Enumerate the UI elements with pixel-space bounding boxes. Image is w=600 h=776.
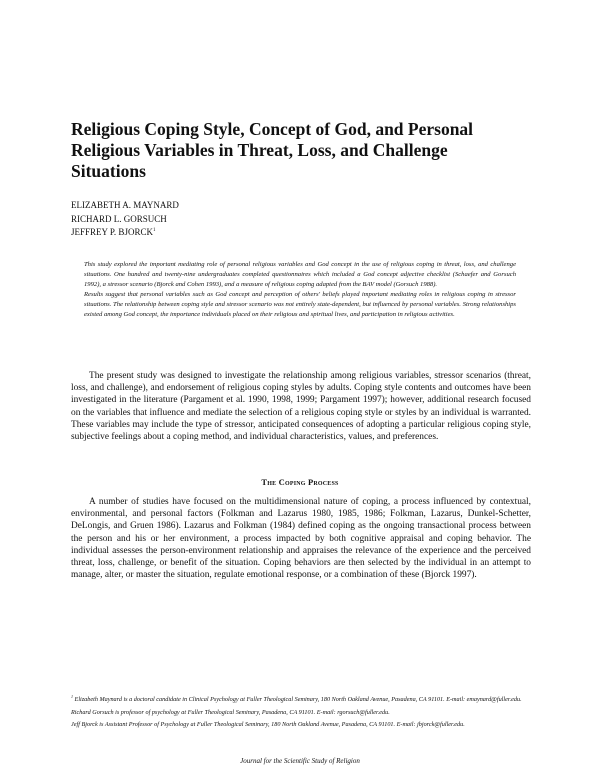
coping-paragraph: A number of studies have focused on the multidimensional nature of coping, a process influenced by contextual, environmental, and personal factors (Folkman and Lazarus 1980, 1985, 1986; Folkman, Lazarus, Dunkel-Schetter, DeLongis, and Gruen 1986). Lazarus and Folkman (1984) defined coping as the ongoing transactional process between the person and his or her environment, a process impacted by both cognitive appraisal and coping behavior. The individual assesses the person-environment relationship and appraises the relevance of the experience and the perceived threat, loss, challenge, or benefit of the situation. Coping behaviors are then selected by the individual in an attempt to manage, alter, or master the situation, regulate emotional response, or a combination of these (Bjorck 1997). [71, 497, 531, 581]
footnote: Richard Gorsuch is professor of psychology at Fuller Theological Seminary, Pasadena, CA 91101. E-mail: rgorsuch@fuller.edu. [71, 708, 390, 716]
author-name: ELIZABETH A. MAYNARD [71, 200, 179, 210]
intro-section [71, 370, 531, 443]
author-list [71, 198, 179, 239]
footnote: $^1$ Elizabeth Maynard is a doctoral candidate in Clinical Psychology at Fuller Theological Seminary, 180 North Oakland Avenue, Pasadena, CA 91101. E-mail: emaynard@fuller.edu. [71, 694, 522, 704]
abstract [84, 260, 516, 320]
coping-section [71, 496, 531, 581]
author-name: JEFFREY P. BJORCK$^1$ [71, 227, 156, 237]
abstract-paragraph: Results suggest that personal variables such as God concept and perception of others' beliefs played important mediating roles in religious coping in stressor situations. The relationship between coping style and stressor scenario was not entirely state-dependent, but influenced by personal variables. Strong relationships existed among God concept, the importance individuals placed on their religious and spiritual lives, and participation in religious activities. [84, 291, 516, 318]
author-name: RICHARD L. GORSUCH [71, 213, 167, 224]
intro-paragraph: The present study was designed to investigate the relationship among religious variables, stressor scenarios (threat, loss, and challenge), and endorsement of religious coping styles by adults. Coping style contents and outcomes have been investigated in the literature (Pargament et al. 1990, 1998, 1999; Pargament 1997); however, additional research focused on the variables that influence and mediate the selection of a religious coping style or styles by an individual is warranted. These variables may include the type of stressor, anticipated consequences of adopting a particular religious coping style, subjective feelings about a coping method, and individual characteristics, values, and preferences. [71, 371, 531, 443]
section-heading: The Coping Process [261, 477, 339, 487]
article-title: Religious Coping Style, Concept of God, and Personal Religious Variables in Threat, Loss, and Challenge Situations [71, 119, 474, 181]
journal-name: Journal for the Scientific Study of Religion [240, 757, 360, 765]
abstract-paragraph: This study explored the important mediating role of personal religious variables and God concept in the use of religious coping in threat, loss, and challenge situations. One hundred and twenty-nine undergraduates completed questionnaires which included a God concept adjective checklist (Schaefer and Gorsuch 1992), a stressor scenario (Bjorck and Cohen 1993), and a measure of religious coping adapted from the BAV model (Gorsuch 1988). [84, 261, 516, 288]
footnotes [71, 692, 531, 730]
footnote: Jeff Bjorck is Assistant Professor of Psychology at Fuller Theological Seminary, 180 North Oakland Avenue, Pasadena, CA 91101. E-mail: jbjorck@fuller.edu. [71, 721, 465, 729]
